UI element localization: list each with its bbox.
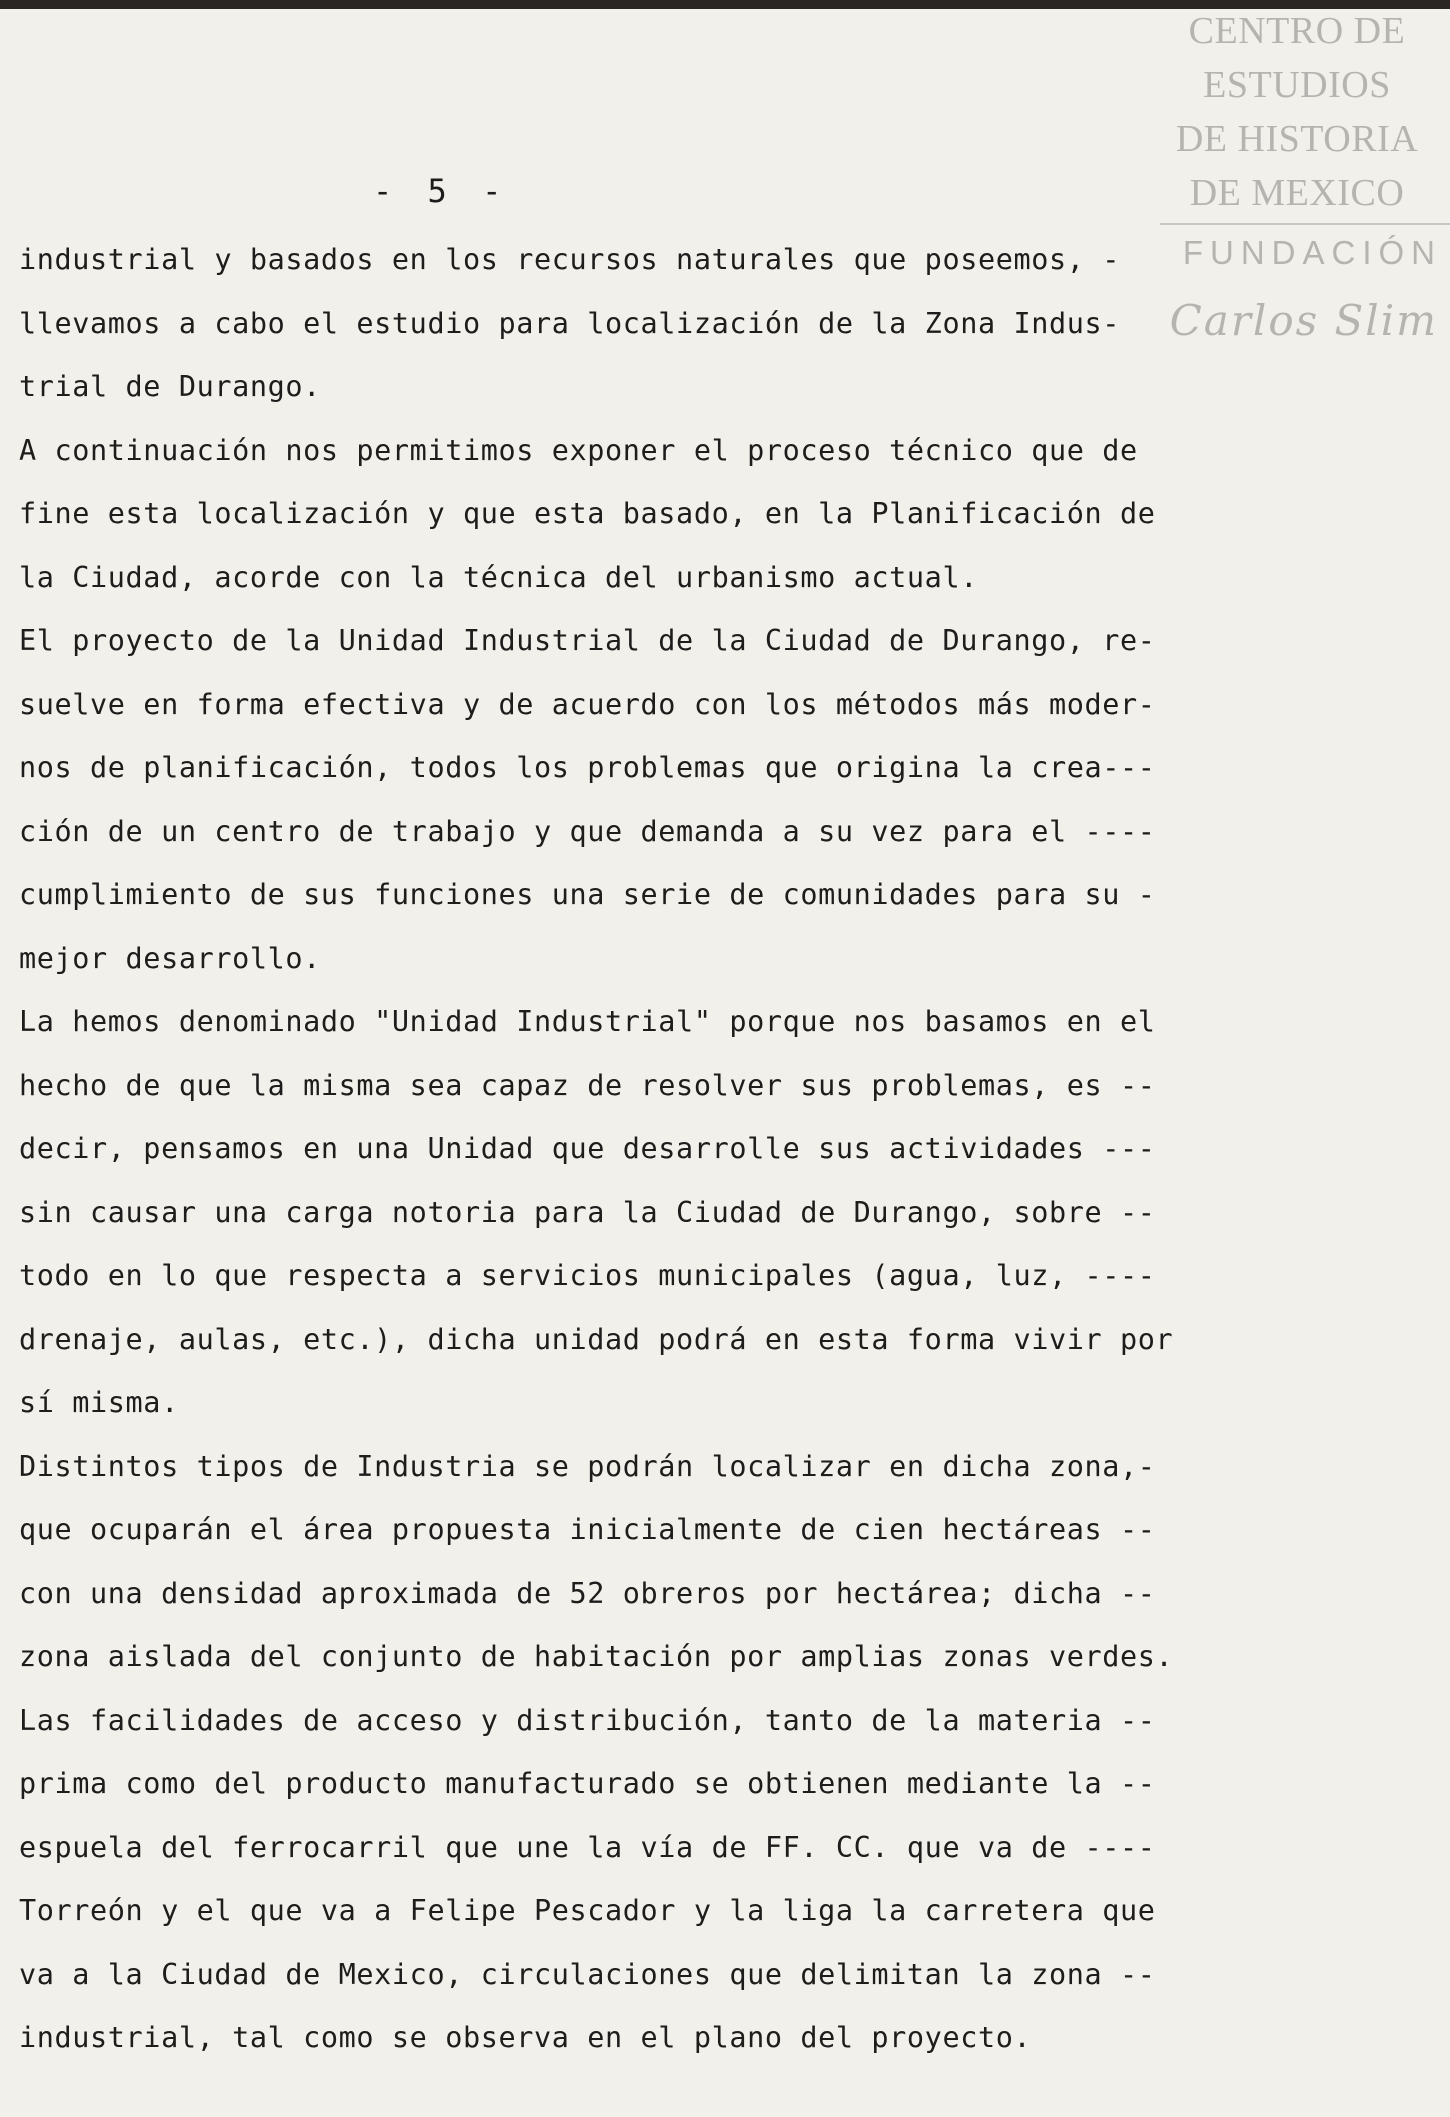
watermark-line: DE MEXICO <box>1189 172 1405 214</box>
text-line: fine esta localización y que esta basado, en la Planificación de <box>19 497 1156 530</box>
text-line: suelve en forma efectiva y de acuerdo con los métodos más moder- <box>19 687 1156 721</box>
page-number: - 5 - <box>373 172 510 210</box>
text-line: todo en lo que respecta a servicios municipales (agua, luz, ---- <box>19 1259 1156 1292</box>
text-line: mejor desarrollo. <box>19 941 321 975</box>
text-line: la Ciudad, acorde con la técnica del urbanismo actual. <box>19 560 978 594</box>
text-line: Distintos tipos de Industria se podrán localizar en dicha zona,- <box>19 1449 1156 1483</box>
text-line: industrial y basados en los recursos naturales que poseemos, - <box>19 243 1121 276</box>
watermark-line: ESTUDIOS <box>1203 64 1391 106</box>
text-line: que ocuparán el área propuesta inicialmente de cien hectáreas -- <box>19 1513 1156 1546</box>
text-line: ción de un centro de trabajo y que demanda a su vez para el ---- <box>19 814 1156 848</box>
text-line: va a la Ciudad de Mexico, circulaciones que delimitan la zona -- <box>19 1957 1156 1991</box>
watermark-divider <box>1160 223 1450 225</box>
text-line: A continuación nos permitimos exponer el proceso técnico que de <box>19 433 1138 467</box>
watermark-institution <box>1162 4 1432 220</box>
text-line: con una densidad aproximada de 52 obreros por hectárea; dicha -- <box>19 1576 1156 1610</box>
text-line: Las facilidades de acceso y distribución, tanto de la materia -- <box>19 1703 1156 1737</box>
text-line: sin causar una carga notoria para la Ciudad de Durango, sobre -- <box>19 1195 1156 1229</box>
text-line: zona aislada del conjunto de habitación por amplias zonas verdes. <box>19 1640 1174 1673</box>
text-line: decir, pensamos en una Unidad que desarrolle sus actividades --- <box>19 1132 1156 1165</box>
text-line: trial de Durango. <box>19 370 321 403</box>
text-line: Torreón y el que va a Felipe Pescador y la liga la carretera que <box>19 1894 1156 1927</box>
text-line: El proyecto de la Unidad Industrial de la Ciudad de Durango, re- <box>19 624 1156 657</box>
text-line: cumplimiento de sus funciones una serie de comunidades para su - <box>19 878 1156 911</box>
watermark-foundation: FUNDACIÓN <box>1182 234 1442 271</box>
watermark-line: CENTRO DE <box>1188 10 1406 52</box>
typed-body-text <box>19 228 1309 2070</box>
watermark-signature: Carlos Slim <box>1169 296 1438 345</box>
text-line: llevamos a cabo el estudio para localización de la Zona Indus- <box>19 306 1121 340</box>
text-line: nos de planificación, todos los problemas que origina la crea--- <box>19 751 1156 784</box>
text-line: La hemos denominado "Unidad Industrial" porque nos basamos en el <box>19 1005 1156 1038</box>
watermark-line: DE HISTORIA <box>1175 118 1419 160</box>
text-line: drenaje, aulas, etc.), dicha unidad podrá en esta forma vivir por <box>19 1322 1174 1356</box>
text-line: espuela del ferrocarril que une la vía de FF. CC. que va de ---- <box>19 1830 1156 1864</box>
text-line: hecho de que la misma sea capaz de resolver sus problemas, es -- <box>19 1068 1156 1102</box>
text-line: sí misma. <box>19 1386 179 1419</box>
text-line: industrial, tal como se observa en el plano del proyecto. <box>19 2021 1032 2054</box>
text-line: prima como del producto manufacturado se obtienen mediante la -- <box>19 1767 1156 1800</box>
